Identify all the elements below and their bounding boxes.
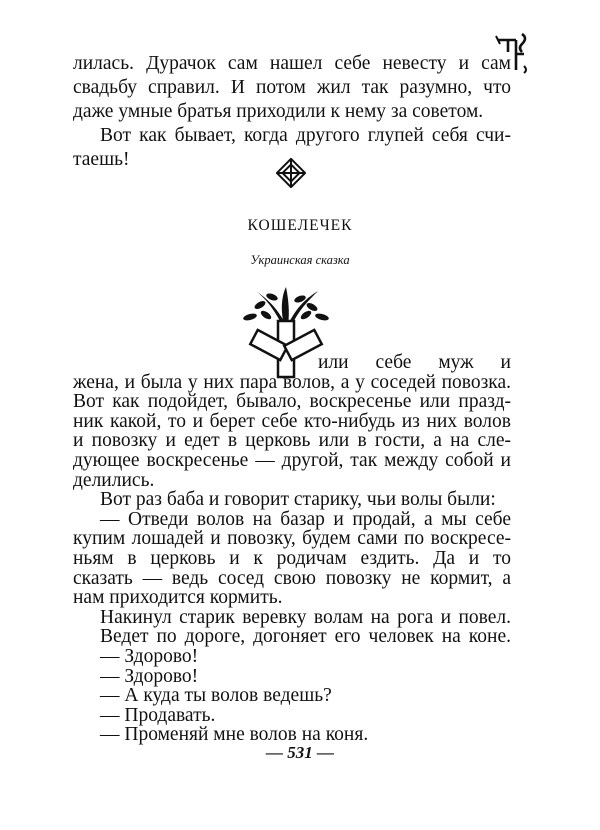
dialogue-line: — Променяй мне волов на коня. [100,724,369,746]
text-line: ньям в церковь и к родичам ездить. Да и то [73,548,511,569]
text-line: таешь! [73,149,130,170]
knot-ornament-icon [276,158,306,188]
dialogue-line: — Продавать. [100,704,216,726]
story-title: КОШЕЛЕЧЕК [247,217,353,234]
text-line: и повозку и едет в церковь или в гости, а на сле- [73,430,511,452]
text-line: даже умные братья приходили к нему за советом. [73,101,484,122]
text-line: Вот как бывает, когда другого глупей себя счи- [100,125,511,146]
text-line: Вот как подойдет, бывало, воскресенье или празд- [73,391,511,413]
text-line: дующее воскресенье — другой, так между собой и [73,450,511,471]
dialogue-line: — А куда ты волов ведешь? [100,685,332,707]
text-line: лилась. Дурачок сам нашел себе невесту и сам [73,53,511,74]
text-line: купим лошадей и повозку, будем сами по воскресе- [73,528,511,550]
text-line: сказать — ведь сосед свою повозку не кормит, а [73,567,511,589]
text-line: ник какой, то и берет себе кто-нибудь из них волов [73,410,511,432]
text-line: жена, и была у них пара волов, а у соседей повозка. [73,371,511,393]
text-line: или себе муж и [318,352,511,373]
text-line: свадьбу справил. И потом жил так разумно, что [73,77,511,98]
text-line: Вот раз баба и говорит старику, чьи волы были: [100,489,496,511]
dialogue-line: — Здорово! [100,646,199,667]
text-line: Ведет по дороге, догоняет его человек на коне. [100,626,511,648]
text-line: Накинул старик веревку волам на рога и повел. [100,606,511,628]
story-subtitle: Украинская сказка [250,253,350,267]
page-number: — 531 — [266,743,334,762]
text-line: — Отведи волов на базар и продай, а мы себе [100,508,511,530]
text-line: делились. [73,469,155,491]
dialogue-line: — Здорово! [100,665,199,687]
text-line: нам приходится кормить. [73,587,283,609]
